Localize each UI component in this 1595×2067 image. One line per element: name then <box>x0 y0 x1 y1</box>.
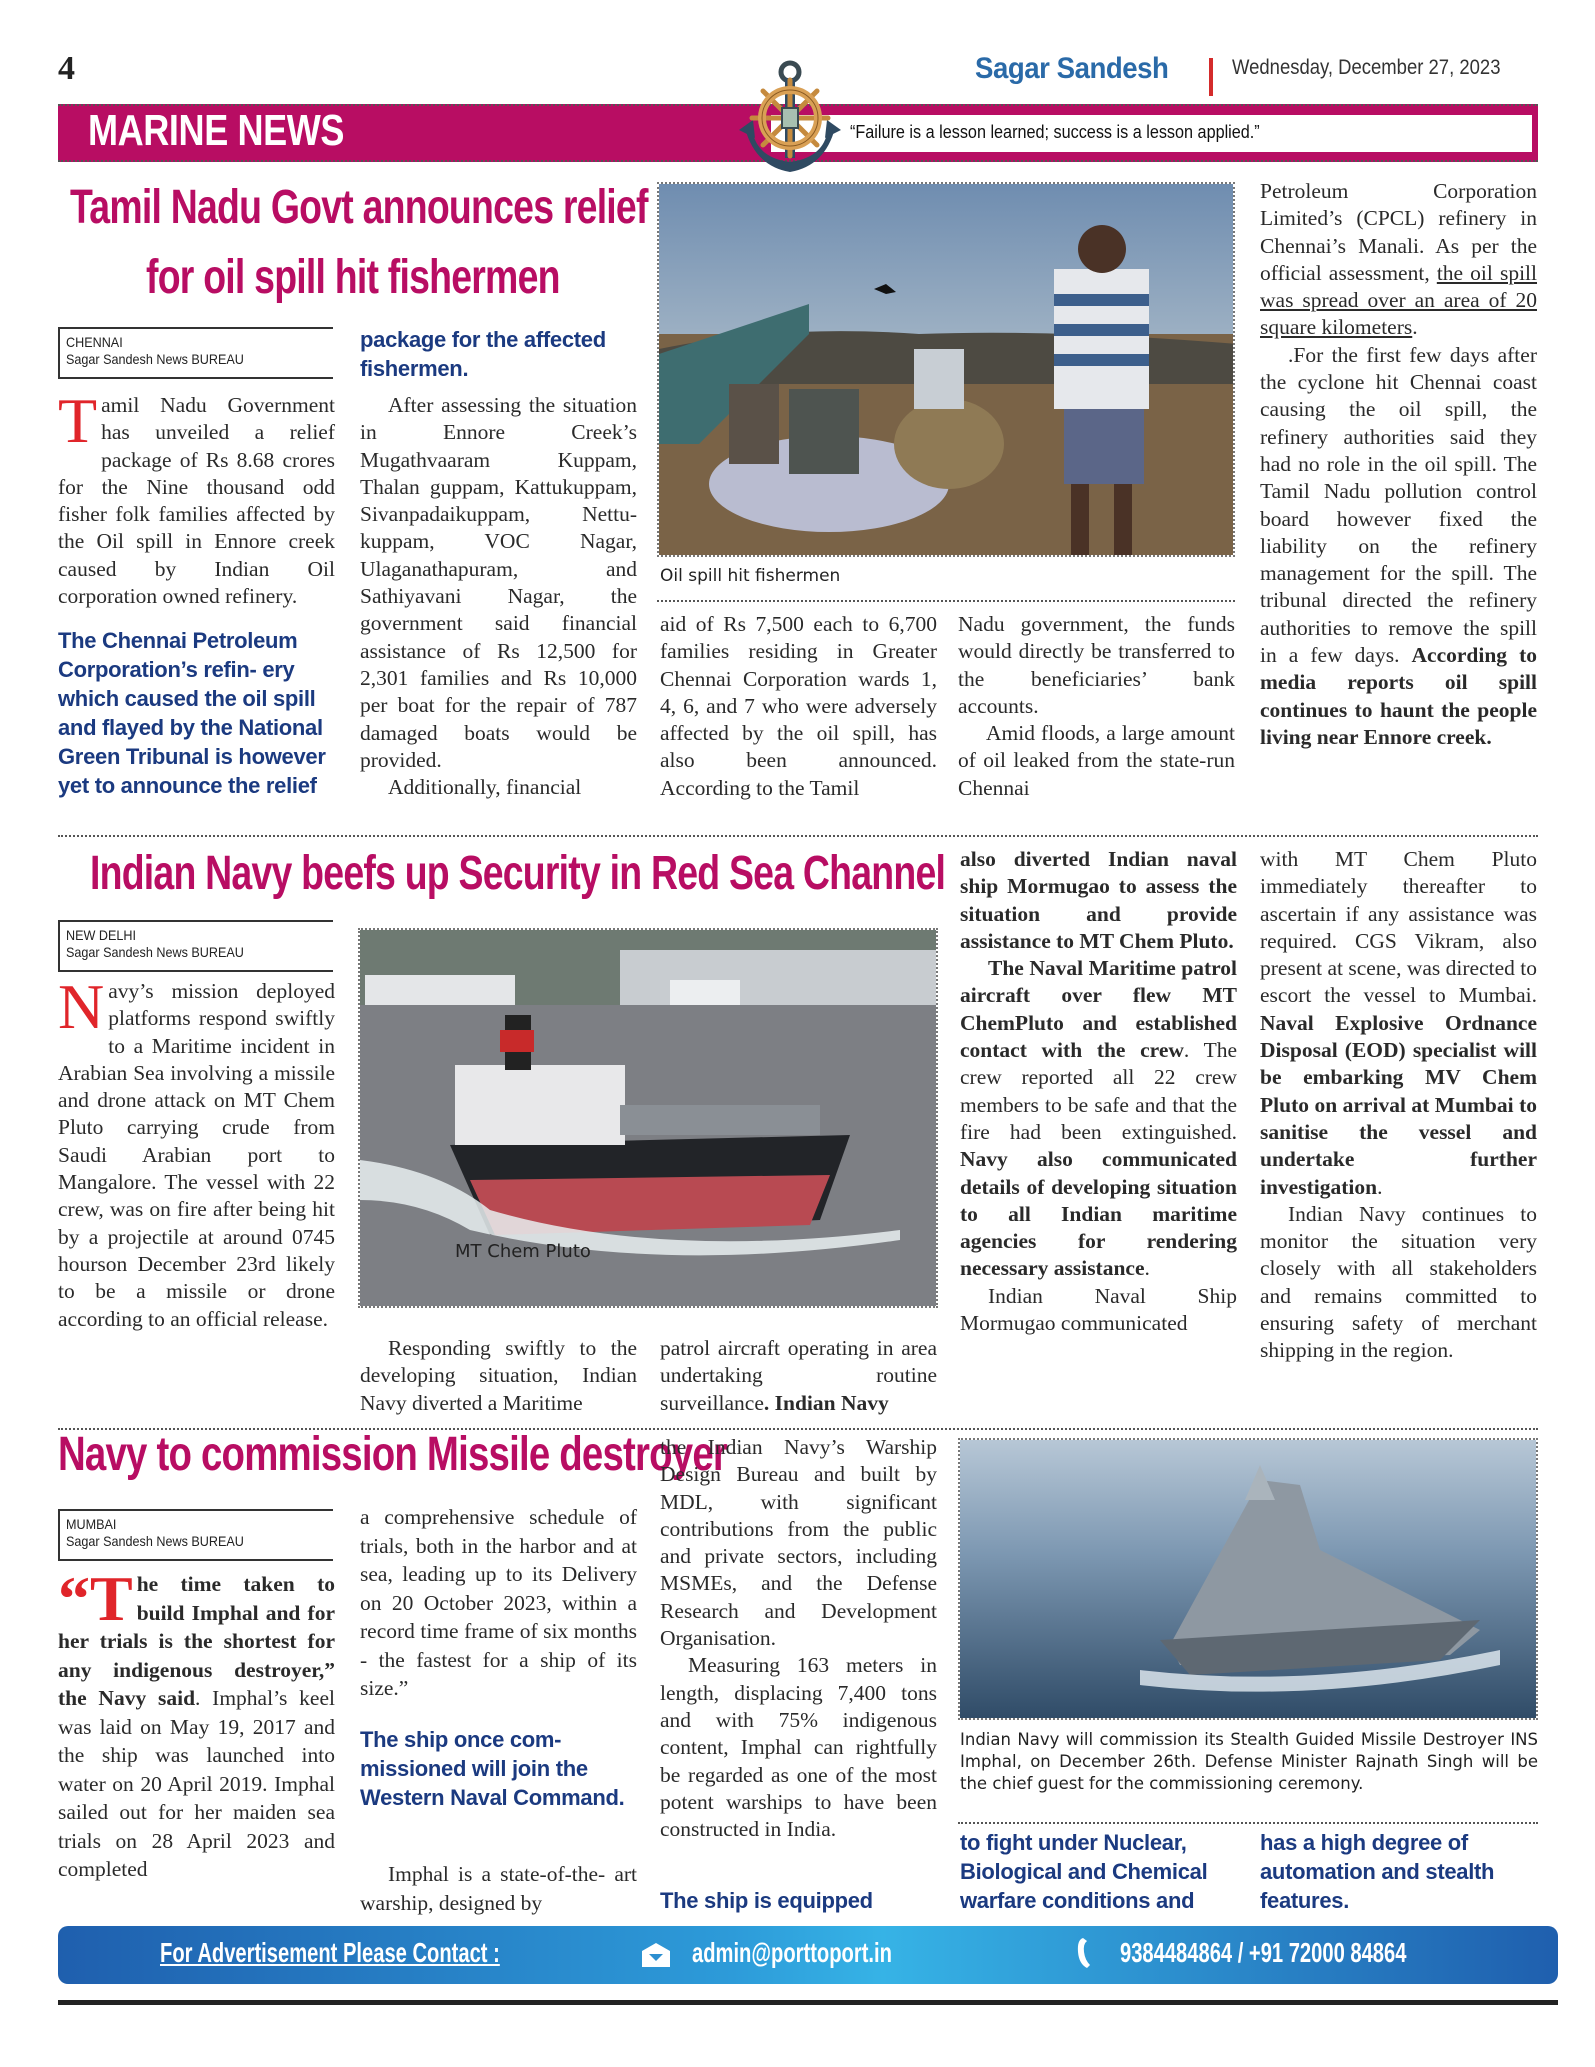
article2-text: . <box>1377 1174 1383 1199</box>
article2-bold-text: Naval Explosive Ordnance Disposal (EOD) specialist will be embarking MV Chem Pluto on arrival at Mumbai to sanitise the vessel and undertake further investigation <box>1260 1010 1537 1199</box>
mt-chem-pluto-photo <box>358 928 938 1308</box>
article3-paragraph: a comprehensive schedule of trials, both in the harbor and at sea, leading up to its Delivery on 20 October 2023, within a record time frame of six months - the fastest for a ship of its size.” <box>360 1505 637 1700</box>
divider <box>958 1822 1538 1824</box>
dateline-bureau: Sagar Sandesh News BUREAU <box>66 1533 244 1549</box>
article1-column3 <box>660 611 937 802</box>
article3-pullquote: The ship is equipped <box>660 1888 873 1913</box>
article1-headline-line1: Tamil Nadu Govt announces relief <box>70 181 648 234</box>
dateline-city: CHENNAI <box>66 334 123 350</box>
article2-text: patrol aircraft operating in area undertaking routine surveillance <box>660 1336 937 1415</box>
article2-bold-text: Navy also communicated details of developing situation to all Indian maritime agencies for rendering necessary assistance <box>960 1147 1237 1281</box>
article1-text: .For the first few days after the cyclone hit Chennai coast causing the oil spill, the refinery authorities said they had no role in the oil spill. The Tamil Nadu pollution control board however fixed the liability on the refinery management for the spill. The tribunal directed the refinery authorities to remove the spill in a few days. <box>1260 342 1537 668</box>
article3-pullquote: to fight under Nuclear, Biological and Chemical warfare conditions and <box>960 1830 1208 1913</box>
dateline-bureau: Sagar Sandesh News BUREAU <box>66 944 244 960</box>
ad-contact-label: For Advertisement Please Contact : <box>160 1937 500 1968</box>
article3-column3 <box>660 1434 937 1843</box>
article1-underlined-text: the oil spill was spread over an area of 20 square kilometers <box>1260 260 1538 340</box>
article1-text: Petroleum Corporation Limited’s (CPCL) refinery in Chennai’s Manali. As per the official assessment, <box>1260 179 1537 285</box>
ad-phone-link[interactable]: 9384484864 / +91 72000 84864 <box>1120 1937 1407 1968</box>
article2-headline: Indian Navy beefs up Security in Red Sea Channel <box>90 847 946 900</box>
envelope-icon <box>640 1941 672 1969</box>
oil-spill-fishermen-photo <box>657 182 1235 557</box>
article1-lede: amil Nadu Government has unveiled a relief package of Rs 8.68 crores for the Nine thousand odd fisher folk families affected by the Oil spill in Ennore creek caused by Indian Oil corporation owned refinery. <box>58 393 335 609</box>
article3-headline: Navy to commission Missile destroyer <box>58 1428 728 1481</box>
article1-column1 <box>58 385 335 610</box>
photo-caption: Oil spill hit fishermen <box>660 566 841 586</box>
article2-text: with MT Chem Pluto immediately thereafter to ascertain if any assistance was required. CGS Vikram, also present at scene, was directed to escort the vessel to Mumbai. <box>1260 847 1537 1008</box>
ad-email-link[interactable]: admin@porttoport.in <box>692 1937 892 1968</box>
article1-column2 <box>360 392 637 801</box>
issue-date: Wednesday, December 27, 2023 <box>1232 56 1501 79</box>
article2-bold-paragraph: also diverted Indian naval ship Mormugao to assess the situation and provide assistance to MT Chem Pluto. <box>960 847 1237 953</box>
anchor-ship-wheel-emblem-icon <box>735 58 845 176</box>
article1-paragraph: Amid floods, a large amount of oil leaked from the state-run Chennai <box>958 721 1235 800</box>
dropcap: N <box>58 971 105 1042</box>
dateline-bureau: Sagar Sandesh News BUREAU <box>66 351 244 367</box>
article3-dateline <box>58 1509 333 1561</box>
article1-headline-line2: for oil spill hit fishermen <box>146 251 560 304</box>
dropcap: T <box>58 385 98 456</box>
article1-pullquote-continued: package for the affected fishermen. <box>360 327 606 381</box>
article3-pullquote: The ship once com- missioned will join the Western Naval Command. <box>360 1727 625 1810</box>
article2-bold-text: . Indian Navy <box>763 1390 889 1415</box>
divider <box>657 600 1235 602</box>
article2-column5 <box>1260 846 1537 1365</box>
article3-text: . Imphal’s keel was laid on May 19, 2017 and the ship was launched into water on 20 April 2019. Imphal sailed out for her maiden sea trials on 28 April 2023 and completed <box>58 1686 335 1881</box>
section-title: MARINE NEWS <box>88 106 345 155</box>
article1-paragraph: Additionally, financial <box>388 775 582 800</box>
article3-paragraph: Measuring 163 meters in length, displacing 7,400 tons and with 75% indigenous content, Imphal can rightfully be regarded as one of the most potent warships to have been constructed in India. <box>660 1653 937 1842</box>
brand-logo: Sagar Sandesh <box>975 52 1169 85</box>
article1-column4 <box>958 611 1235 802</box>
article2-column3 <box>660 1335 937 1417</box>
bottom-rule <box>58 2000 1558 2005</box>
article2-paragraph: Responding swiftly to the developing situation, Indian Navy diverted a Maritime <box>360 1336 637 1415</box>
article3-pullquote: has a high degree of automation and stealth features. <box>1260 1830 1495 1913</box>
article3-column2 <box>360 1503 637 1703</box>
article2-lede: avy’s mission deployed platforms respond swiftly to a Maritime incident in Arabian Sea involving a missile and drone attack on MT Chem Pluto carrying crude from Saudi Arabian port to Mangalore. The vessel with 22 crew, was on fire after being hit by a projectile at around 0745 hourson December 23rd likely to be a missile or drone according to an official release. <box>58 979 335 1331</box>
article3-paragraph: the Indian Navy’s Warship Design Bureau and built by MDL, with significant contributions from the public and private sectors, including MSMEs, and the Defense Research and Development Organisation. <box>660 1435 937 1651</box>
article1-column5 <box>1260 178 1537 751</box>
brand-divider <box>1209 58 1213 96</box>
article2-column4 <box>960 846 1237 1337</box>
article2-text: . <box>1144 1256 1150 1281</box>
masthead-quote: “Failure is a lesson learned; success is a lesson applied.” <box>850 122 1260 142</box>
dateline-city: MUMBAI <box>66 1516 117 1532</box>
article1-paragraph: Nadu government, the funds would directly be transferred to the beneficiaries’ bank accounts. <box>958 612 1235 718</box>
article3-column2b <box>360 1860 637 1917</box>
article2-dateline <box>58 920 333 972</box>
photo-caption: MT Chem Pluto <box>455 1241 591 1262</box>
article1-paragraph: After assessing the situation in Ennore Creek’s Mugathvaaram Kuppam, Thalan guppam, Kattukuppam, Sivanpadaikuppam, Nettu- kuppam, VOC Nagar, Ulaganathapuram, and Sathiyavani Nagar, the government said financial assistance of Rs 12,500 for 2,301 families and Rs 10,000 per boat for the repair of 787 damaged boats would be provided. <box>360 393 637 772</box>
article2-text: . The crew reported all 22 crew members to be safe and that the fire had been extinguished. <box>960 1038 1238 1144</box>
article3-paragraph: Imphal is a state-of-the- art warship, designed by <box>360 1862 637 1915</box>
article2-column2 <box>360 1335 637 1417</box>
photo-caption: Indian Navy will commission its Stealth Guided Missile Destroyer INS Imphal, on December 26th. Defense Minister Rajnath Singh will be the chief guest for the commissioning ceremony. <box>960 1730 1538 1793</box>
phone-icon <box>1075 1936 1099 1970</box>
article1-text: . <box>1412 315 1418 340</box>
article1-paragraph: aid of Rs 7,500 each to 6,700 families residing in Greater Chennai Corporation wards 1, 4, 6, and 7 who were adversely affected by the oil spill, has also been announced. According to the Tamil <box>660 612 937 800</box>
article2-paragraph: Indian Navy continues to monitor the situation very closely with all stakeholders and remains committed to ensuring safety of merchant shipping in the region. <box>1260 1201 1537 1363</box>
article3-bold-text: he time taken to build Imphal and for her trials is the shortest for any indigenous destroyer,” the Navy said <box>58 1572 335 1710</box>
section-divider <box>58 835 1538 837</box>
article2-paragraph: Indian Naval Ship Mormugao communicated <box>960 1283 1237 1336</box>
ins-imphal-photo <box>958 1438 1538 1720</box>
article2-bold-text: The Naval Maritime patrol aircraft over flew MT ChemPluto and established contact with the crew <box>960 956 1237 1063</box>
page-number: 4 <box>58 50 75 87</box>
article3-column1 <box>58 1563 335 1884</box>
dropcap: “T <box>58 1563 133 1634</box>
article1-dateline <box>58 327 333 379</box>
dateline-city: NEW DELHI <box>66 927 137 943</box>
article1-pullquote: The Chennai Petroleum Corporation’s refin- ery which caused the oil spill and flayed by the National Green Tribunal is however yet to announce the relief <box>58 628 326 798</box>
article1-bold-text: According to media reports oil spill continues to haunt the people living near Ennore creek. <box>1260 643 1538 749</box>
article2-column1 <box>58 971 335 1333</box>
